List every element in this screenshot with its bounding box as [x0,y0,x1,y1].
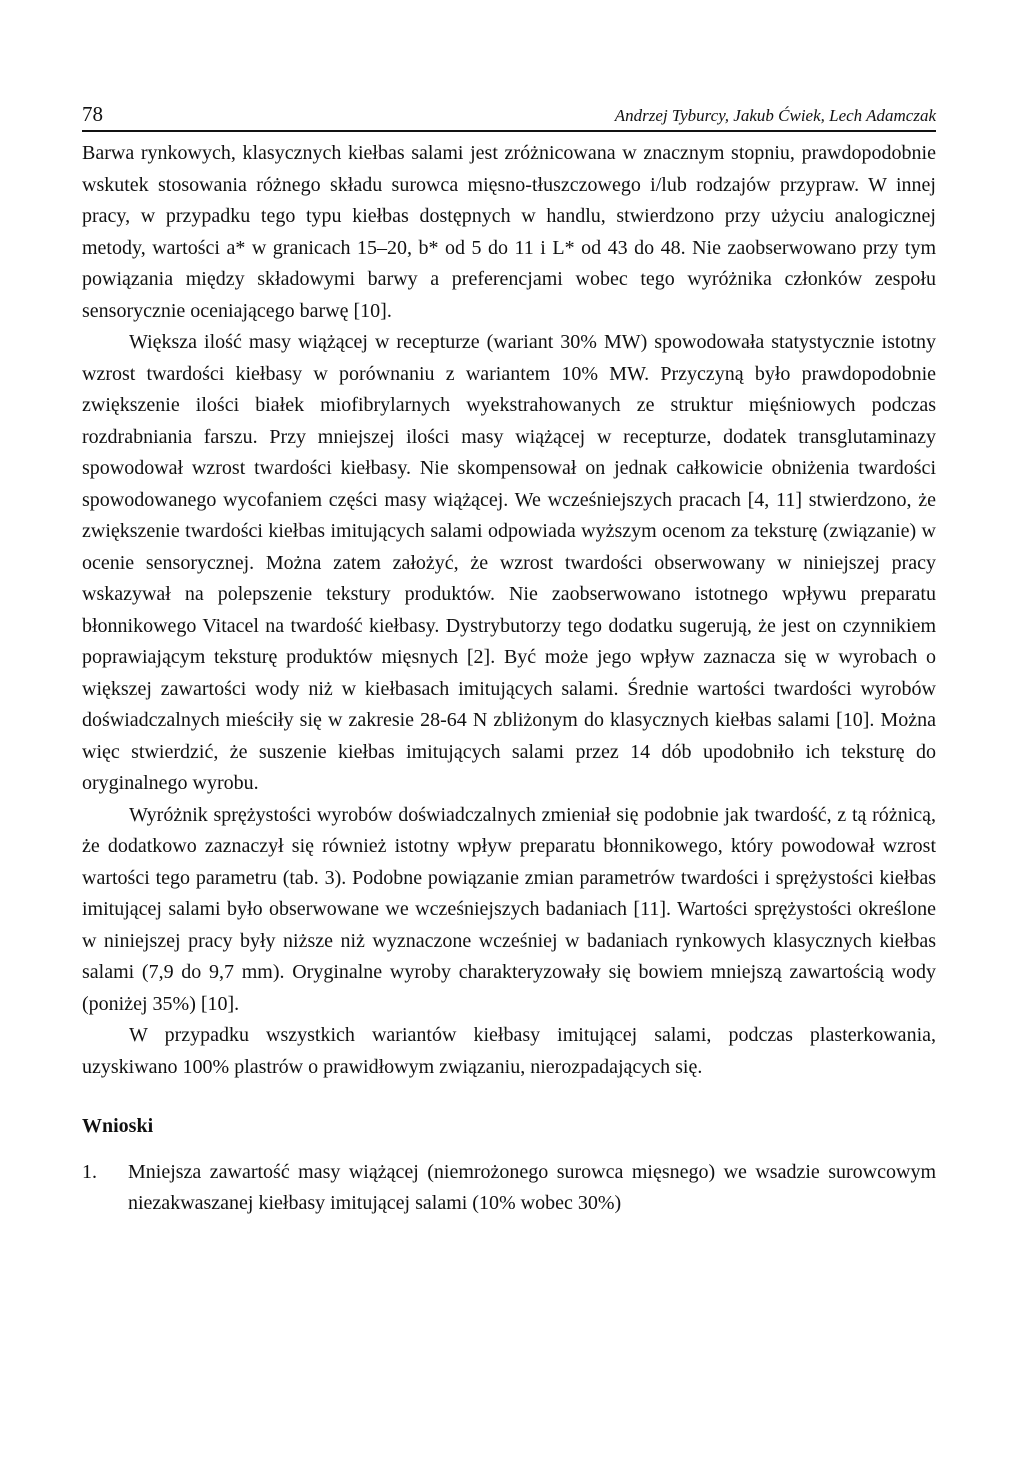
discussion-text [82,138,936,1083]
conclusions-title: Wnioski [82,1115,154,1137]
conclusions-section [82,1111,936,1220]
conclusion-text: Mniejsza zawartość masy wiążącej (niemrożonego surowca mięsnego) we wsadzie surowcowym niezakwaszanej kiełbasy imitującej salami (10% wobec 30%) [128,1160,936,1214]
discussion-paragraph-2: Większa ilość masy wiążącej w recepturze (wariant 30% MW) spowodowała statystycznie istotny wzrost twardości kiełbasy w porównaniu z wariantem 10% MW. Przyczyną było prawdopodobnie zwiększenie ilości białek miofibrylarnych wyekstrahowanych ze struktur mięśniowych podczas rozdrabniania farszu. Przy mniejszej ilości masy wiążącej w recepturze, dodatek transglutaminazy spowodował wzrost twardości kiełbasy. Nie skompensował on jednak całkowicie obniżenia twardości spowodowanego wycofaniem części masy wiążącej. We wcześniejszych pracach [4, 11] stwierdzono, że zwiększenie twardości kiełbas imitujących salami odpowiada wyższym ocenom za teksturę (związanie) w ocenie sensorycznej. Można zatem założyć, że wzrost twardości obserwowany w niniejszej pracy wskazywał na polepszenie tekstury produktów. Nie zaobserwowano istotnego wpływu preparatu błonnikowego Vitacel na twardość kiełbasy. Dystrybutorzy tego dodatku sugerują, że jest on czynnikiem poprawiającym teksturę produktów mięsnych [2]. Być może jego wpływ zaznacza się w wyrobach o większej zawartości wody niż w kiełbasach imitujących salami. Średnie wartości twardości wyrobów doświadczalnych mieściły się w zakresie 28-64 N zbliżonym do klasycznych kiełbas salami [10]. Można więc stwierdzić, że suszenie kiełbas imitujących salami przez 14 dób upodobniło ich teksturę do oryginalnego wyrobu. [82,331,936,794]
discussion-paragraph-1: Barwa rynkowych, klasycznych kiełbas salami jest zróżnicowana w znacznym stopniu, prawdopodobnie wskutek stosowania różnego składu surowca mięsno-tłuszczowego i/lub rodzajów przypraw. W innej pracy, w przypadku tego typu kiełbas dostępnych w handlu, stwierdzono przy użyciu analogicznej metody, wartości a* w granicach 15–20, b* od 5 do 11 i L* od 43 do 48. Nie zaobserwowano przy tym powiązania między składowymi barwy a preferencjami wobec tego wyróżnika członków zespołu sensorycznie oceniającego barwę [10]. [82,142,936,322]
conclusions-list [82,1157,936,1220]
journal-page [82,98,936,1220]
running-header [82,98,936,132]
running-author-list: Andrzej Tyburcy, Jakub Ćwiek, Lech Adamczak [614,106,936,125]
discussion-paragraph-4: W przypadku wszystkich wariantów kiełbasy imitującej salami, podczas plasterkowania, uzyskiwano 100% plastrów o prawidłowym związaniu, nierozpadających się. [82,1024,936,1078]
conclusion-number: 1. [82,1160,97,1183]
page-number: 78 [82,102,103,126]
conclusion-item [82,1157,936,1220]
discussion-paragraph-3: Wyróżnik sprężystości wyrobów doświadczalnych zmieniał się podobnie jak twardość, z tą różnicą, że dodatkowo zaznaczył się również istotny wpływ preparatu błonnikowego, który powodował wzrost wartości tego parametru (tab. 3). Podobne powiązanie zmian parametrów twardości i sprężystości kiełbas imitującej salami było obserwowane we wcześniejszych badaniach [11]. Wartości sprężystości określone w niniejszej pracy były niższe niż wyznaczone wcześniej w badaniach rynkowych klasycznych kiełbas salami (7,9 do 9,7 mm). Oryginalne wyroby charakteryzowały się bowiem mniejszą zawartością wody (poniżej 35%) [10]. [82,803,936,1015]
